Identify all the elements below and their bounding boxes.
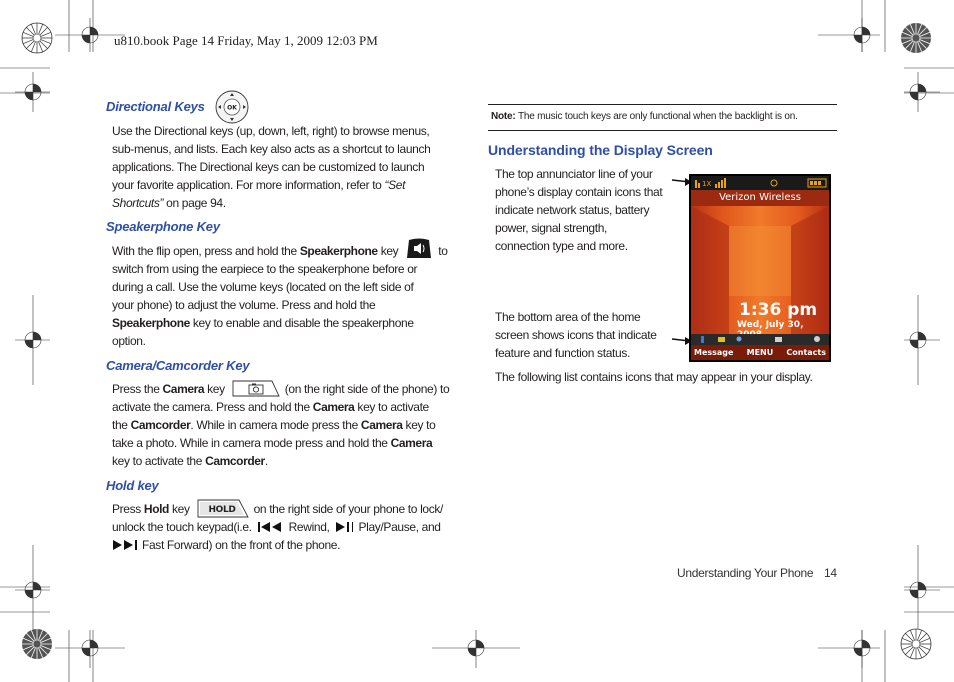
softkey-bar	[691, 345, 829, 360]
play-pause-icon	[335, 521, 355, 533]
footer-section: Understanding Your Phone	[677, 566, 814, 580]
phone-display-screenshot	[689, 174, 831, 362]
camera-camcorder-body: Press the Camera key (on the right side of the phone) to activate the camera. Press and hold the Camera key to activate the Camcorder. While in camera mode press the Camera key to take a photo. While in camera mode press and hold the Camera key to activate the Camcorder.	[112, 380, 457, 470]
feature-icon-bar	[691, 334, 829, 345]
rewind-icon	[257, 521, 285, 533]
hold-key-icon	[197, 498, 249, 518]
book-header: u810.book Page 14 Friday, May 1, 2009 12:03 PM	[114, 33, 378, 48]
set-shortcuts-ref[interactable]: “Set	[384, 178, 406, 192]
icons-list-intro: The following list contains icons that may appear in your display.	[495, 370, 813, 384]
camera-key-icon	[232, 379, 280, 397]
softkey-menu: MENU	[746, 348, 774, 357]
svg-text:1X: 1X	[702, 180, 712, 188]
fast-forward-icon	[112, 539, 140, 551]
display-screen-heading: Understanding the Display Screen	[488, 142, 713, 158]
set-shortcuts-ref-cont[interactable]: Shortcuts”	[112, 196, 164, 210]
speakerphone-key-icon	[405, 238, 433, 260]
hold-key-body: Press Hold key HOLD on the right side of your phone to lock/ unlock the touch keypad(i.e. Rewind, Play/Pause, and Fast Forward) on the front of the phone.	[112, 500, 457, 554]
softkey-contacts: Contacts	[786, 348, 826, 357]
page-number: 14	[824, 566, 837, 580]
bottom-area-paragraph: The bottom area of the home screen shows icons that indicate feature and function status.	[495, 310, 657, 360]
annunciator-paragraph: The top annunciator line of your phone’s display contain icons that indicate network status, battery power, signal strength, connection type and more.	[495, 167, 663, 253]
corner-mark-bottom-right	[900, 628, 932, 660]
corner-mark-bottom-left	[21, 628, 53, 660]
speakerphone-heading: Speakerphone Key	[106, 219, 220, 234]
note-text: Note: The music touch keys are only functional when the backlight is on.	[491, 111, 798, 122]
hold-key-heading: Hold key	[106, 478, 159, 493]
hold-key-label: HOLD	[208, 504, 236, 515]
directional-pad-label: OK	[227, 104, 237, 112]
camera-camcorder-heading: Camera/Camcorder Key	[106, 358, 250, 373]
note-bottom-rule	[488, 130, 837, 131]
annunciator-bar	[691, 176, 829, 190]
corner-mark-top-right	[900, 22, 932, 54]
directional-keys-body: Use the Directional keys (up, down, left, right) to browse menus, sub-menus, and lists. Each key also acts as a shortcut to launch applications. The Directional keys can be customized to launch your favorite application. For more information, refer to “Set Shortcuts” on page 94.	[112, 124, 431, 210]
directional-pad-icon	[214, 90, 250, 124]
speakerphone-body: With the flip open, press and hold the Speakerphone key to switch from using the earpiece to the speakerphone before or during a call. Use the volume keys (located on the left side of your phone) to adjust the volume. Press and hold the Speakerphone key to enable and disable the speakerphone option.	[112, 242, 457, 350]
clock-date: Wed, July 30,	[737, 320, 804, 330]
softkey-message: Message	[694, 348, 734, 357]
directional-keys-heading: Directional Keys	[106, 99, 205, 114]
carrier-name: Verizon Wireless	[691, 190, 829, 206]
corner-mark-top-left	[21, 22, 53, 54]
clock-time: 1:36 pm	[739, 300, 818, 320]
note-top-rule	[488, 104, 837, 105]
